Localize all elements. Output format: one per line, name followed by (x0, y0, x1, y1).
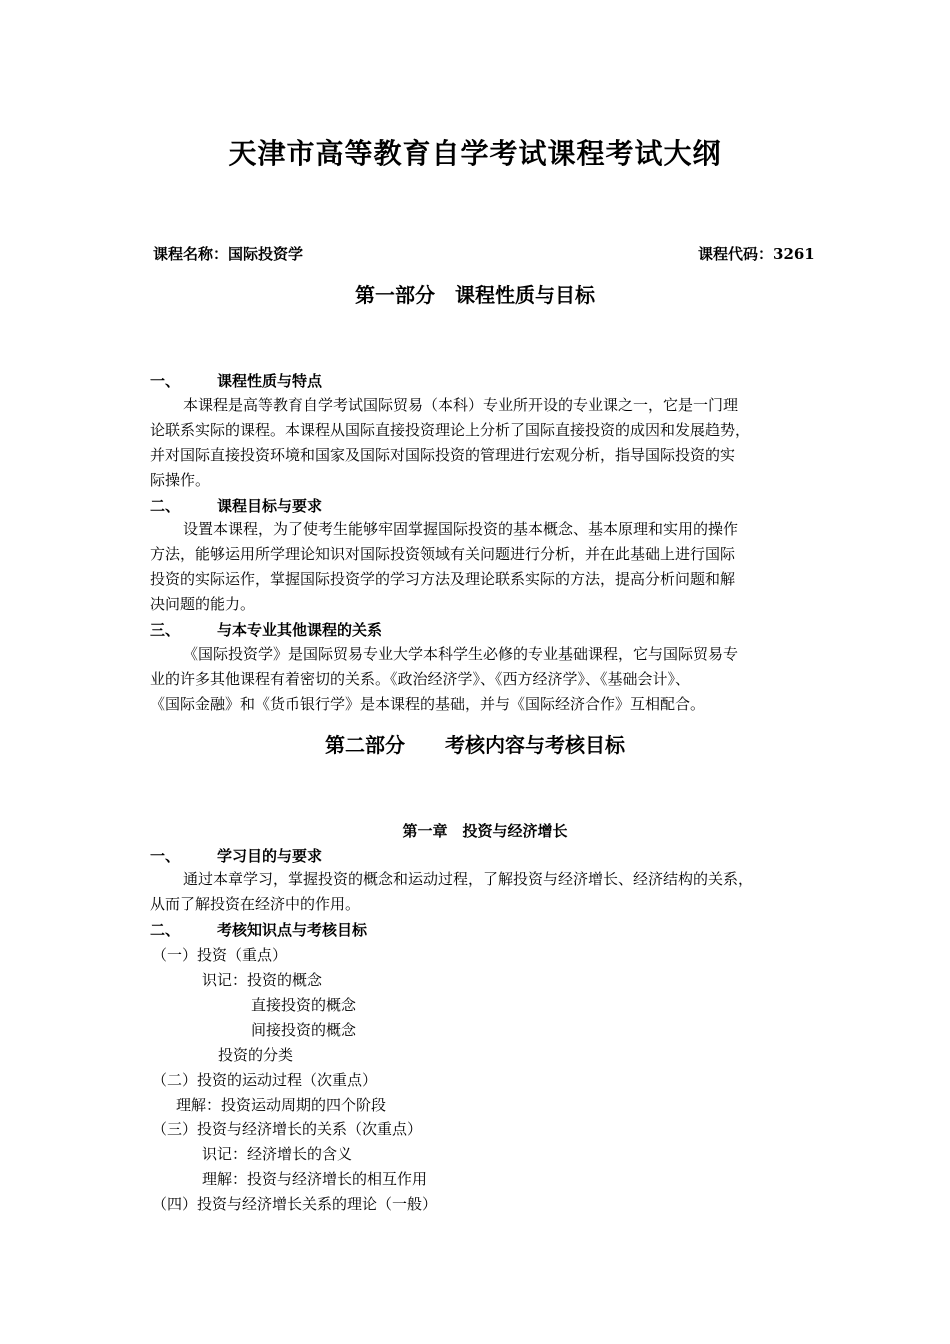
text-line: 《国际金融》和《货币银行学》是本课程的基础，并与《国际经济合作》互相配合。 (150, 695, 706, 713)
outline-item: 理解：投资与经济增长的相互作用 (202, 1170, 428, 1188)
part2-heading: 第二部分 考核内容与考核目标 (325, 733, 625, 757)
part1-heading: 第一部分 课程性质与目标 (355, 283, 595, 307)
text-line: 论联系实际的课程。本课程从国际直接投资理论上分析了国际直接投资的成因和发展趋势， (150, 421, 751, 439)
text-line: 本课程是高等教育自学考试国际贸易（本科）专业所开设的专业课之一，它是一门理 (183, 396, 739, 414)
document-title: 天津市高等教育自学考试课程考试大纲 (228, 137, 722, 170)
outline-item: 识记：投资的概念 (202, 971, 323, 989)
outline-item: 间接投资的概念 (251, 1021, 357, 1039)
section-heading (150, 495, 322, 516)
section-heading (150, 619, 382, 640)
paragraph (150, 393, 830, 493)
outline-item: 直接投资的概念 (251, 996, 357, 1014)
section-title: 与本专业其他课程的关系 (217, 621, 383, 639)
text-line: 业的许多其他课程有着密切的关系。《政治经济学》、《西方经济学》、《基础会计》、 (150, 670, 691, 688)
section-title: 课程性质与特点 (217, 372, 323, 390)
text-line: 投资的实际运作，掌握国际投资学的学习方法及理论联系实际的方法，提高分析问题和解 (150, 570, 736, 588)
text-line: 方法，能够运用所学理论知识对国际投资领域有关问题进行分析，并在此基础上进行国际 (150, 545, 736, 563)
paragraph (150, 517, 830, 617)
outline-item: （二）投资的运动过程（次重点） (152, 1071, 378, 1089)
outline-item: 投资的分类 (218, 1046, 294, 1064)
outline-item: （一）投资（重点） (152, 946, 288, 964)
text-line: 并对国际直接投资环境和国家及国际对国际投资的管理进行宏观分析，指导国际投资的实 (150, 446, 736, 464)
section-title: 课程目标与要求 (217, 497, 323, 515)
section-heading (150, 370, 322, 391)
course-code: 课程代码：3261 (698, 245, 815, 263)
section-title: 学习目的与要求 (217, 847, 323, 865)
outline-item: （四）投资与经济增长关系的理论（一般） (152, 1195, 438, 1213)
text-line: 设置本课程，为了使考生能够牢固掌握国际投资的基本概念、基本原理和实用的操作 (183, 520, 739, 538)
section-number: 二、 (150, 497, 181, 515)
section-number: 二、 (150, 921, 181, 939)
section-number: 三、 (150, 621, 181, 639)
outline-item: （三）投资与经济增长的关系（次重点） (152, 1120, 423, 1138)
section-title: 考核知识点与考核目标 (217, 921, 368, 939)
text-line: 际操作。 (150, 471, 211, 489)
section-number: 一、 (150, 372, 181, 390)
paragraph (150, 867, 830, 917)
paragraph (150, 642, 830, 717)
text-line: 决问题的能力。 (150, 595, 256, 613)
course-name: 课程名称：国际投资学 (153, 245, 304, 263)
section-number: 一、 (150, 847, 181, 865)
section-heading (150, 919, 367, 940)
chapter-heading: 第一章 投资与经济增长 (402, 822, 568, 840)
outline-item: 理解：投资运动周期的四个阶段 (176, 1096, 387, 1114)
text-line: 通过本章学习，掌握投资的概念和运动过程，了解投资与经济增长、经济结构的关系， (183, 870, 754, 888)
text-line: 《国际投资学》是国际贸易专业大学本科学生必修的专业基础课程，它与国际贸易专 (183, 645, 739, 663)
section-heading (150, 845, 322, 866)
text-line: 从而了解投资在经济中的作用。 (150, 895, 361, 913)
outline-item: 识记：经济增长的含义 (202, 1145, 353, 1163)
